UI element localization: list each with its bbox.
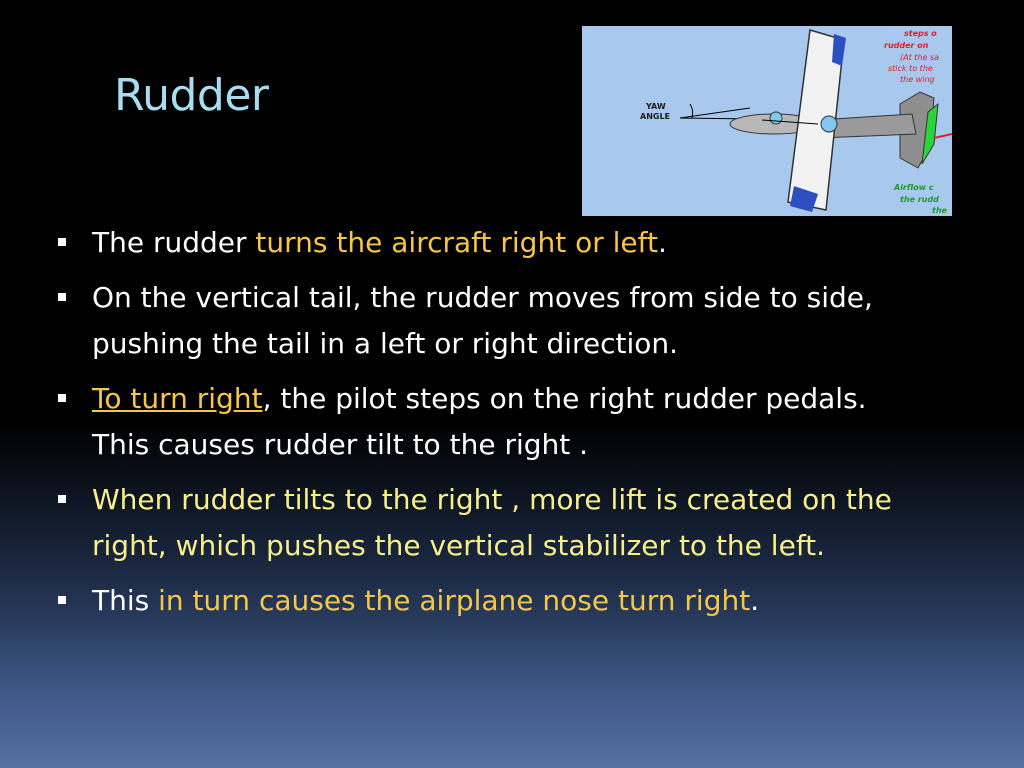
bullet-text: . [657, 226, 667, 259]
bullet-list [56, 220, 916, 633]
aircraft-yaw-illustration [582, 26, 952, 216]
annotation-top-5: the wing [900, 75, 935, 84]
square-bullet-icon [58, 596, 66, 604]
bullet-text: When rudder tilts to the right , more lift is created on the right, which pushes the vertical stabilizer to the left. [92, 483, 892, 562]
annotation-top-4: stick to the [888, 64, 933, 73]
aircraft-yaw-diagram [582, 26, 952, 216]
bullet-text: The rudder [92, 226, 256, 259]
bullet-item [56, 376, 916, 468]
annotation-bottom-3: the [932, 206, 947, 215]
slide-title: Rudder [114, 70, 269, 121]
yaw-heading-line [680, 108, 750, 118]
turn-right-link[interactable]: To turn right [92, 382, 263, 415]
square-bullet-icon [58, 238, 66, 246]
wing-tip-top [832, 34, 846, 66]
bullet-text: On the vertical tail, the rudder moves from side to side, pushing the tail in a left or right direction. [92, 281, 873, 360]
annotation-top-2: rudder on [884, 41, 929, 50]
square-bullet-icon [58, 293, 66, 301]
square-bullet-icon [58, 394, 66, 402]
nose-window [770, 112, 782, 124]
bullet-text: . [750, 584, 760, 617]
cockpit-canopy [821, 116, 837, 132]
bullet-item [56, 578, 916, 624]
annotation-top-1: steps o [904, 29, 937, 38]
bullet-item [56, 220, 916, 266]
bullet-item [56, 477, 916, 569]
yaw-label-line2: ANGLE [640, 112, 671, 121]
annotation-bottom-1: Airflow c [894, 183, 934, 192]
square-bullet-icon [58, 495, 66, 503]
force-arrow [934, 134, 952, 138]
bullet-text: This [92, 584, 159, 617]
annotation-top-3: (At the sa [900, 53, 940, 62]
bullet-item [56, 275, 916, 367]
bullet-highlight: in turn causes the airplane nose turn right [158, 584, 751, 617]
bullet-text: , the pilot steps on the right rudder pedals. This causes rudder tilt to the right . [92, 382, 867, 461]
annotation-bottom-2: the rudd [900, 195, 939, 204]
bullet-highlight: turns the aircraft right or left [255, 226, 658, 259]
yaw-label-line1: YAW [646, 102, 666, 111]
